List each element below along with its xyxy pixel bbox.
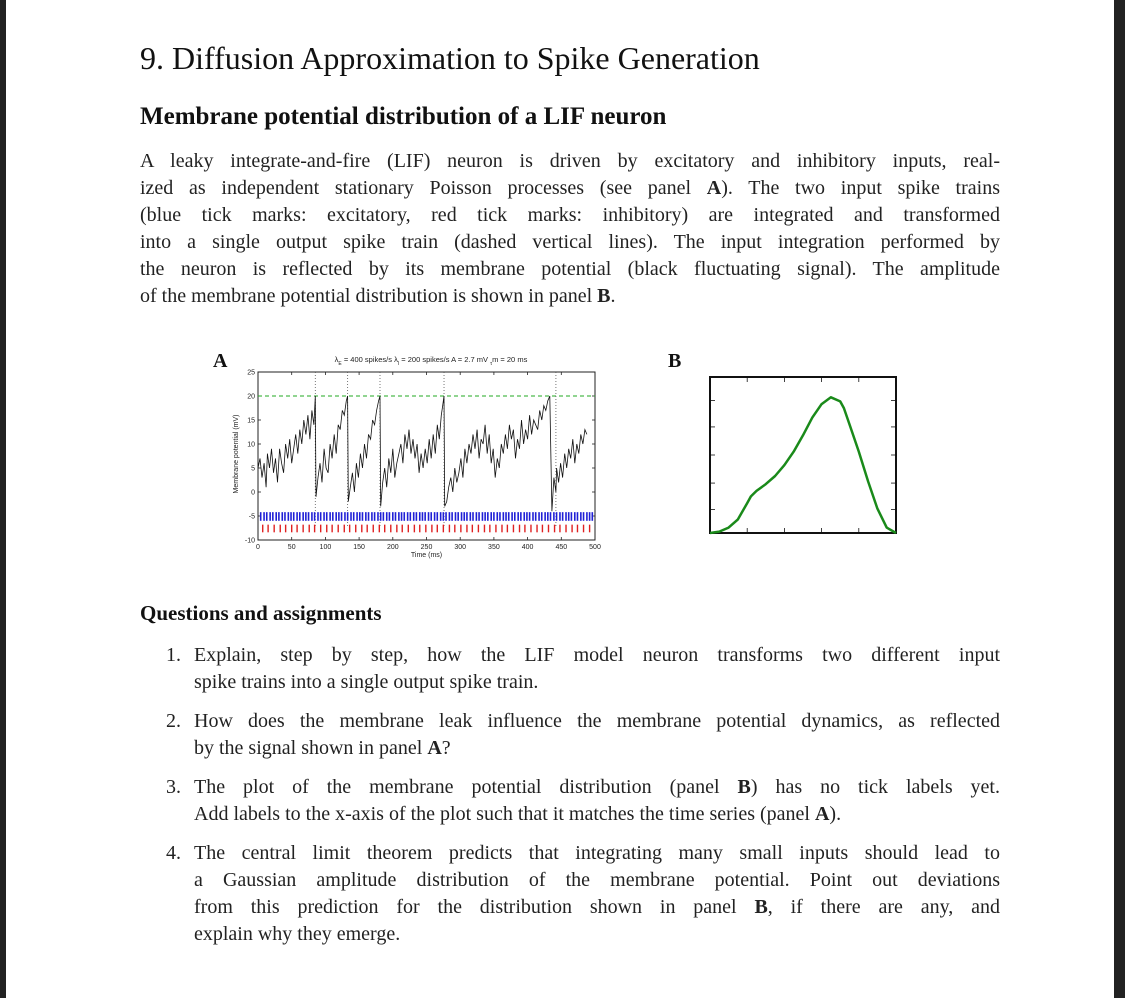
text-segment: from this prediction for the distribution shown in panel [194, 896, 755, 918]
panel-b-label: B [668, 350, 682, 372]
text-segment: by the signal shown in panel [194, 737, 428, 759]
question-line [194, 867, 1000, 894]
question-line [194, 840, 1000, 867]
question-item [140, 708, 1000, 762]
question-number: 4. [166, 842, 181, 864]
panel-reference: A [814, 803, 830, 825]
text-segment: into a single output spike train (dashed vertical lines). The input integration performed by [140, 231, 1000, 253]
x-axis-label: Time (ms) [410, 552, 443, 559]
question-line [194, 921, 1000, 948]
text-segment: ized as independent stationary Poisson processes (see panel [140, 177, 707, 199]
text-segment: (blue tick marks: excitatory, red tick marks: inhibitory) are integrated and transformed [140, 204, 1000, 226]
text-segment: ). [829, 803, 842, 825]
question-line [194, 774, 1000, 801]
text-segment: ) has no tick labels yet. [750, 776, 1000, 798]
question-line [194, 894, 1000, 921]
x-tick-label: 350 [488, 544, 500, 551]
text-segment: spike trains into a single output spike train. [194, 671, 539, 693]
y-axis-label: Membrane potential (mV) [233, 414, 240, 494]
y-tick-label: 20 [247, 393, 255, 401]
y-tick-label: 0 [251, 489, 255, 497]
intro-paragraph [140, 148, 1000, 310]
questions-list [140, 642, 1000, 960]
question-line [194, 642, 1000, 669]
text-segment: of the membrane potential distribution is shown in panel [140, 285, 598, 307]
title-part: = 400 spikes/s [341, 355, 395, 364]
question-line [194, 708, 1000, 735]
x-tick-label: 400 [521, 544, 534, 551]
text-segment: Explain, step by step, how the LIF model neuron transforms two different input [194, 644, 1000, 666]
y-tick-label: 15 [247, 417, 255, 425]
title-part: E [338, 361, 342, 367]
panel-a-plot-area [233, 370, 601, 560]
panel-reference: A [706, 177, 722, 199]
intro-line [140, 256, 1000, 283]
x-tick-label: 300 [454, 544, 467, 551]
intro-line [140, 229, 1000, 256]
plot-frame [710, 377, 896, 533]
x-tick-label: 450 [555, 544, 568, 551]
text-segment: , if there are any, and [767, 896, 1001, 918]
x-tick-label: 500 [589, 544, 601, 551]
panel-reference: B [737, 776, 751, 798]
question-item [140, 774, 1000, 828]
text-segment: a Gaussian amplitude distribution of the membrane potential. Point out deviations [194, 869, 1000, 891]
title-part: = 20 ms [498, 355, 528, 364]
question-line [194, 669, 1000, 696]
x-tick-label: 50 [287, 544, 296, 551]
text-segment: The central limit theorem predicts that integrating many small inputs should lead to [194, 842, 1000, 864]
panel-a-title [335, 355, 528, 367]
question-number: 1. [166, 644, 181, 666]
x-tick-label: 200 [386, 544, 399, 551]
panel-reference: A [427, 737, 442, 759]
title-part: λ [334, 355, 339, 364]
panel-a-label: A [213, 350, 228, 372]
intro-line [140, 202, 1000, 229]
x-tick-label: 250 [420, 544, 433, 551]
panel-b-plot-area [710, 377, 896, 533]
question-item [140, 840, 1000, 948]
figure-panel-b [661, 346, 911, 546]
question-line [194, 801, 1000, 828]
y-tick-label: 5 [251, 465, 255, 473]
section-heading: Membrane potential distribution of a LIF neuron [140, 103, 667, 130]
text-segment: ? [441, 737, 451, 759]
intro-line [140, 175, 1000, 202]
intro-line [140, 283, 1000, 310]
title-part: m [492, 355, 499, 364]
x-tick-label: 150 [353, 544, 365, 551]
text-segment: How does the membrane leak influence the membrane potential dynamics, as reflected [194, 710, 1000, 732]
text-segment: ). The two input spike trains [721, 177, 1000, 199]
page-title: 9. Diffusion Approximation to Spike Generation [140, 40, 760, 76]
title-part: = 200 spikes/s A = 2.7 mV [399, 355, 491, 364]
text-segment: . [610, 285, 616, 307]
title-part: I [397, 361, 400, 367]
panel-reference: B [597, 285, 611, 307]
figure-panel-a [206, 346, 616, 566]
intro-line [140, 148, 1000, 175]
question-number: 3. [166, 776, 181, 798]
y-tick-label: -10 [244, 537, 255, 545]
title-part: λ [394, 355, 398, 364]
y-tick-label: 10 [247, 441, 255, 449]
x-tick-label: 100 [319, 544, 332, 551]
question-item [140, 642, 1000, 696]
question-line [194, 735, 1000, 762]
panel-reference: B [754, 896, 768, 918]
text-segment: A leaky integrate-and-fire (LIF) neuron is driven by excitatory and inhibitory inputs, real- [140, 150, 1000, 172]
text-segment: the neuron is reflected by its membrane potential (black fluctuating signal). The amplitude [140, 258, 1000, 280]
question-number: 2. [166, 710, 181, 732]
y-tick-label: -5 [248, 513, 255, 521]
text-segment: Add labels to the x-axis of the plot such that it matches the time series (panel [194, 803, 815, 825]
text-segment: explain why they emerge. [194, 923, 401, 945]
x-tick-label: 0 [256, 544, 260, 551]
questions-heading: Questions and assignments [140, 601, 382, 625]
y-tick-label: 25 [247, 369, 255, 377]
document-page [6, 0, 1114, 998]
text-segment: The plot of the membrane potential distribution (panel [194, 776, 738, 798]
title-part: τ [490, 361, 493, 367]
